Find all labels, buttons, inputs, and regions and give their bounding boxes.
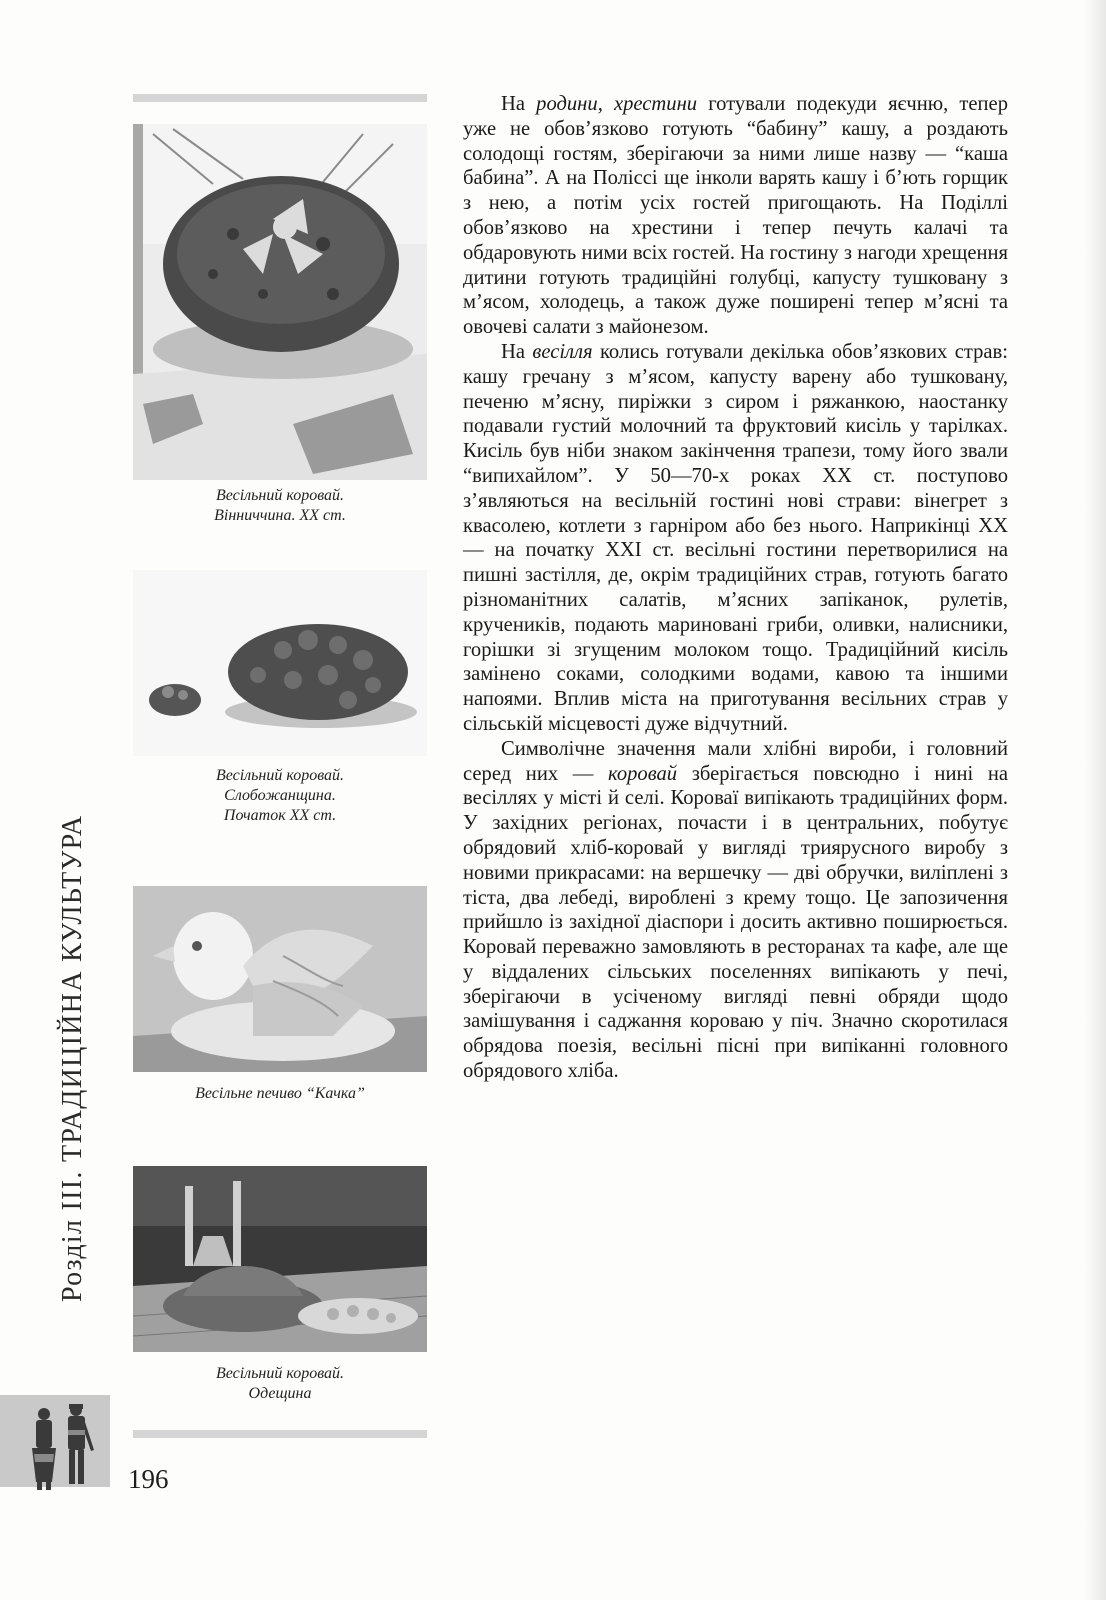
top-rule	[133, 94, 427, 102]
section-title: Розділ ІІІ. ТРАДИЦІЙНА КУЛЬТУРА	[57, 814, 88, 1302]
caption-line: Вінниччина. ХХ ст.	[214, 507, 346, 524]
folk-figures-illustration	[22, 1400, 102, 1492]
body-text	[463, 92, 1008, 1084]
caption-figure-3	[133, 1084, 427, 1104]
paragraph	[463, 92, 1008, 340]
text-run: колись готували декілька обов’язкових страв: кашу гречану з м’ясом, капусту варену або тушковану, печеню м’ясну, пиріжки з сиром і ряжанкою, наостанку подавали густий молочний та фруктовий кисіль у тарілках. Кисіль був ніби знаком закінчення трапези, тому його звали “випихайлом”. У 50—70-х роках ХХ ст. поступово з’являються на весільній гостині нові страви: вінегрет з квасолею, котлети з гарніром або без нього. Наприкінці ХХ — на початку ХХІ ст. весільні гостини перетворилися на пишні застілля, де, окрім традиційних страв, готують багато різноманітних салатів, м’ясних запіканок, рулетів, крученикiв, подають мариновані гриби, оливки, налисники, горішки зі згущеним молоком тощо. Традиційний кисіль замінено соками, солодкими водами, кавою та іншими напоями. Вплив міста на приготування весільних страв у сільській місцевості дуже відчутний.	[463, 340, 1008, 735]
text-run: Символічне значення мали хлібні вироби, і головний серед них —	[463, 737, 1008, 785]
caption-figure-4	[133, 1364, 427, 1404]
paragraph	[463, 340, 1008, 737]
photo-korovai-odeshchyna	[133, 1166, 427, 1352]
caption-line: Слобожанщина.	[224, 787, 336, 804]
caption-line: Весільний коровай.	[215, 487, 345, 504]
page-edge-shadow	[1084, 0, 1106, 1600]
caption-line: Початок ХХ ст.	[223, 807, 337, 824]
caption-line: Одещина	[248, 1385, 312, 1402]
caption-line: Весільне печиво “Качка”	[195, 1085, 365, 1102]
emphasized-term: весілля	[532, 340, 593, 363]
photo-korovai-vinnytsia	[133, 124, 427, 480]
caption-figure-1	[133, 486, 427, 526]
emphasized-term: хрестини	[613, 93, 698, 115]
photo-pechyvo-kachka	[133, 886, 427, 1072]
text-run: зберігається повсюдно і нині на весіллях у місті й селі. Короваї випікають традиційних форм. У західних регіонах, почасти і в центральних, побутує обрядовий хліб-коровай у вигляді триярусного виробу з новими прикрасами: на вершечку — дві обручки, виліплені з тіста, два лебеді, вироблені з крему тощо. Це запозичення прийшло із західної діаспори і досить активно поширюється. Коровай переважно замовляють в ресторанах та кафе, але ще у віддалених сільських поселеннях випікають у печі, зберігаючи в усіченому вигляді певні обряди щодо замішування і саджання короваю у піч. Значно скоротилася обрядова поезія, весільні пісні при випіканні головного обрядового хліба.	[463, 762, 1008, 1083]
bottom-rule	[133, 1430, 427, 1438]
emphasized-term: родини	[536, 93, 598, 115]
text-run: ,	[597, 93, 614, 115]
emphasized-term: коровай	[607, 762, 678, 785]
caption-line: Весільний коровай.	[215, 767, 345, 784]
text-run: На	[501, 340, 533, 363]
photo-korovai-slobozhanshchyna	[133, 570, 427, 756]
caption-line: Весільний коровай.	[215, 1365, 345, 1382]
caption-figure-2	[133, 766, 427, 826]
page-number: 196	[128, 1464, 169, 1494]
paragraph	[463, 737, 1008, 1084]
text-run: готували подекуди яєчню, тепер уже не обов’язково готують “бабину” кашу, а роздають солодощі гостям, зберігаючи за ними лише назву — “каша бабина”. А на Поліссі ще інколи варять кашу і б’ють горщик з нею, а потім усіх гостей пригощають. На Поділлі обов’язково на хрестини і тепер печуть калачі та обдаровують ними всіх гостей. На гостину з нагоди хрещення дитини готують традиційні голубці, капусту тушковану з м’ясом, холодець, а також дуже поширені тепер м’ясні та овочеві салати з майонезом.	[463, 93, 1008, 339]
text-run: На	[501, 93, 537, 115]
